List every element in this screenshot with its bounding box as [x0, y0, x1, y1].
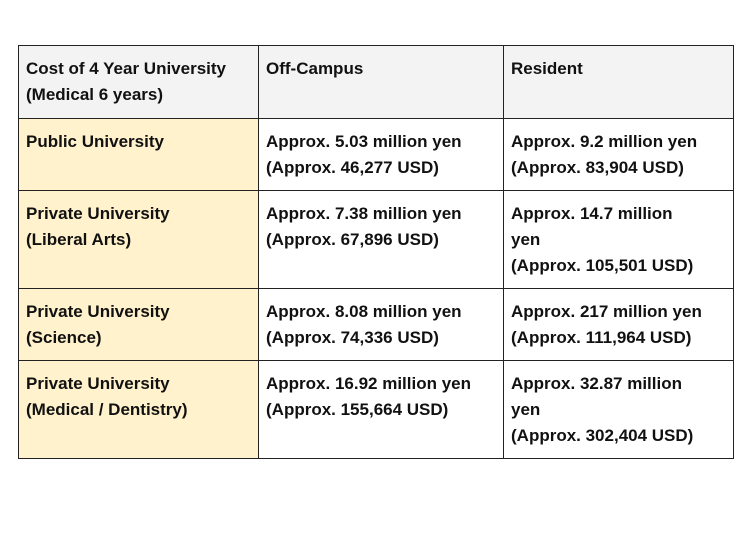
row-label-line: Private University [26, 204, 170, 223]
table-row-public-university [19, 119, 734, 191]
off-campus-cell [259, 289, 504, 361]
cost-usd: (Approx. 46,277 USD) [266, 158, 439, 177]
cost-usd: (Approx. 74,336 USD) [266, 328, 439, 347]
cost-yen-cont: yen [511, 400, 541, 419]
resident-cell [504, 119, 734, 191]
row-label-cell [19, 361, 259, 459]
row-label-subline: (Liberal Arts) [26, 230, 132, 249]
cost-yen: Approx. 16.92 million yen [266, 374, 472, 393]
header-subtitle-line: (Medical 6 years) [26, 85, 164, 104]
row-label-subline: (Medical / Dentistry) [26, 400, 188, 419]
off-campus-cell [259, 119, 504, 191]
off-campus-cell [259, 191, 504, 289]
cost-usd: (Approx. 111,964 USD) [511, 328, 692, 347]
row-label-line: Private University [26, 302, 170, 321]
cost-usd: (Approx. 83,904 USD) [511, 158, 684, 177]
row-label-cell [19, 289, 259, 361]
row-label-subline: (Science) [26, 328, 102, 347]
table-row-private-science [19, 289, 734, 361]
cost-yen: Approx. 32.87 million [511, 374, 682, 393]
resident-cell [504, 361, 734, 459]
row-label-line: Public University [26, 132, 164, 151]
resident-cell [504, 191, 734, 289]
cost-usd: (Approx. 155,664 USD) [266, 400, 449, 419]
off-campus-cell [259, 361, 504, 459]
header-cost-of-university [19, 46, 259, 119]
table-header-row [19, 46, 734, 119]
cost-yen: Approx. 7.38 million yen [266, 204, 462, 223]
row-label-line: Private University [26, 374, 170, 393]
header-title-line: Cost of 4 Year University [26, 59, 226, 78]
row-label-cell [19, 191, 259, 289]
header-resident [504, 46, 734, 119]
row-label-cell [19, 119, 259, 191]
university-cost-table [18, 45, 734, 459]
cost-usd: (Approx. 67,896 USD) [266, 230, 439, 249]
cost-yen: Approx. 14.7 million [511, 204, 673, 223]
cost-usd: (Approx. 105,501 USD) [511, 256, 694, 275]
cost-usd: (Approx. 302,404 USD) [511, 426, 694, 445]
cost-yen: Approx. 8.08 million yen [266, 302, 462, 321]
header-off-campus-label: Off-Campus [266, 59, 364, 78]
cost-yen: Approx. 217 million yen [511, 302, 702, 321]
header-off-campus [259, 46, 504, 119]
cost-yen: Approx. 5.03 million yen [266, 132, 462, 151]
table-row-private-medical-dentistry [19, 361, 734, 459]
header-resident-label: Resident [511, 59, 583, 78]
resident-cell [504, 289, 734, 361]
table-row-private-liberal-arts [19, 191, 734, 289]
cost-yen-cont: yen [511, 230, 541, 249]
cost-yen: Approx. 9.2 million yen [511, 132, 698, 151]
